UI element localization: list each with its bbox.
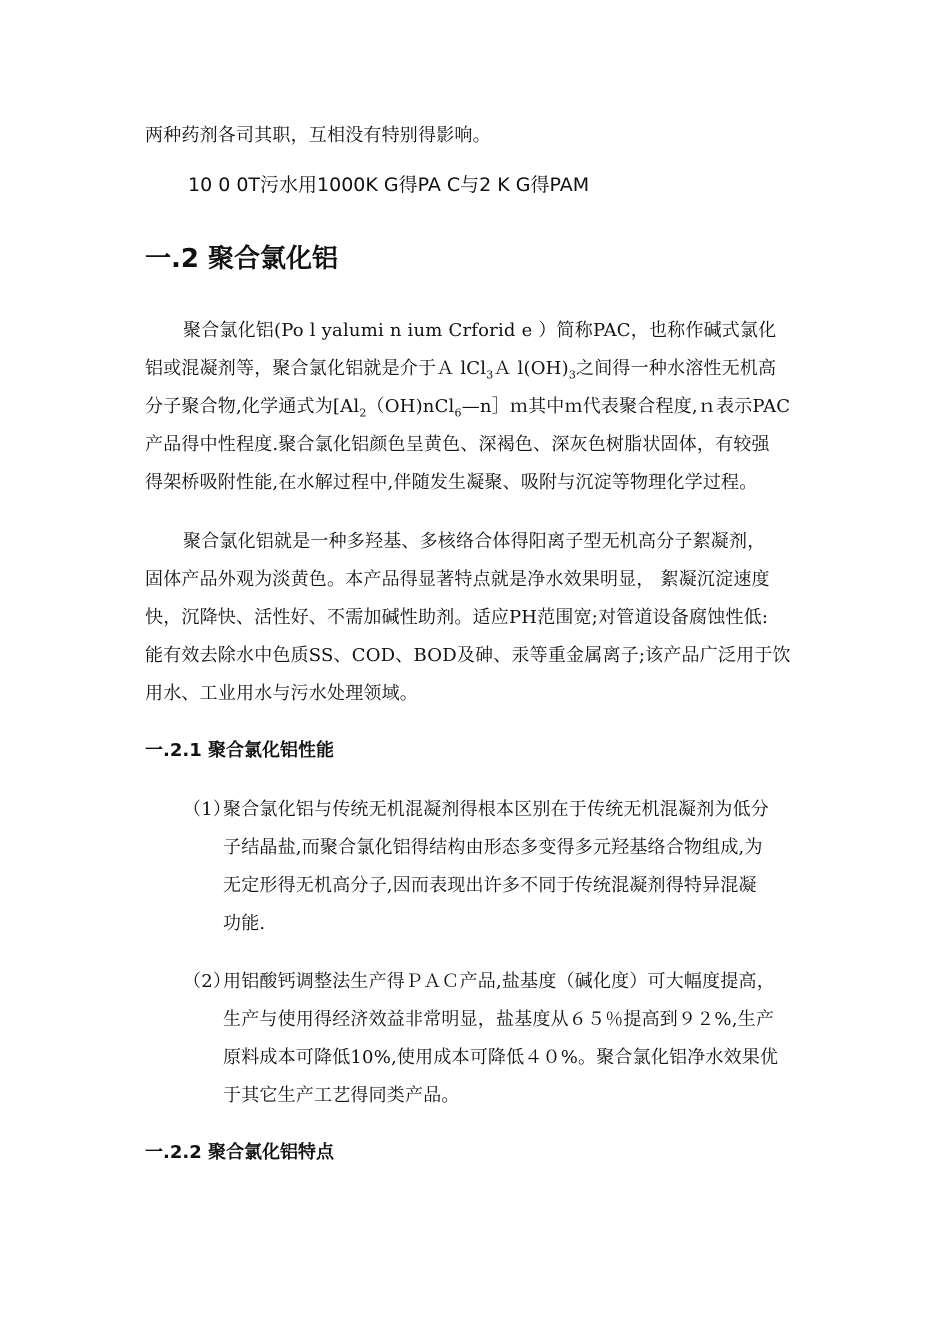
list-item-line: 聚合氯化铝与传统无机混凝剂得根本区别在于传统无机混凝剂为低分 <box>223 799 769 820</box>
paragraph-line: 产品得中性程度.聚合氯化铝颜色呈黄色、深褐色、深灰色树脂状固体，有较强 <box>145 434 770 455</box>
list-item-number: （2） <box>183 971 232 992</box>
dosage-note: 10 0 0T污水用1000K G得PA C与2 K G得PAM <box>188 174 590 196</box>
list-item-line: 生产与使用得经济效益非常明显，盐基度从６５％提高到９２%,生产 <box>223 1009 775 1030</box>
paragraph-line: 用水、工业用水与污水处理领域。 <box>145 683 418 704</box>
paragraph-line: 分子聚合物,化学通式为[$Al_2(OH)nCl_6—n]m$其中ｍ代表聚合程度,ｎ表示PAC <box>145 396 791 420</box>
list-item-number: （1） <box>183 799 232 820</box>
list-item-line: 于其它生产工艺得同类产品。 <box>223 1085 460 1106</box>
list-item-line: 子结晶盐,而聚合氯化铝得结构由形态多变得多元羟基络合物组成,为 <box>223 837 763 858</box>
list-item-line: 功能. <box>223 913 266 934</box>
paragraph-line: 聚合氯化铝就是一种多羟基、多核络合体得阳离子型无机高分子絮凝剂， <box>183 531 766 552</box>
list-item-line: 原料成本可降低10%,使用成本可降低４０%。聚合氯化铝净水效果优 <box>223 1047 779 1068</box>
subsection-heading-characteristics: 一.2.2 聚合氯化铝特点 <box>145 1142 334 1163</box>
list-item-line: 用铝酸钙调整法生产得ＰＡＣ产品,盐基度（碱化度）可大幅度提高， <box>223 971 775 992</box>
paragraph-line: 铝或混凝剂等，聚合氯化铝就是介于Ａ lCl$_3$Ａ $l(OH)_3$之间得一种水溶性无机高 <box>145 358 777 382</box>
paragraph-line: 快，沉降快、活性好、不需加碱性助剂。适应PH范围宽;对管道设备腐蚀性低: <box>145 607 769 628</box>
paragraph-line: 得架桥吸附性能,在水解过程中,伴随发生凝聚、吸附与沉淀等物理化学过程。 <box>145 472 758 493</box>
list-item-line: 无定形得无机高分子,因而表现出许多不同于传统混凝剂得特异混凝 <box>223 875 757 896</box>
section-heading: 一.2 聚合氯化铝 <box>145 244 339 274</box>
paragraph-line: 聚合氯化铝(Po l yalumi n ium Crforid e ）简称PAC，也称作碱式氯化 <box>183 320 777 341</box>
subsection-heading-performance: 一.2.1 聚合氯化铝性能 <box>145 740 334 761</box>
paragraph-line: 能有效去除水中色质SS、COD、BOD及砷、汞等重金属离子;该产品广泛用于饮 <box>145 645 791 666</box>
intro-line: 两种药剂各司其职，互相没有特别得影响。 <box>145 125 491 146</box>
paragraph-line: 固体产品外观为淡黄色。本产品得显著特点就是净水效果明显， 絮凝沉淀速度 <box>145 569 770 590</box>
